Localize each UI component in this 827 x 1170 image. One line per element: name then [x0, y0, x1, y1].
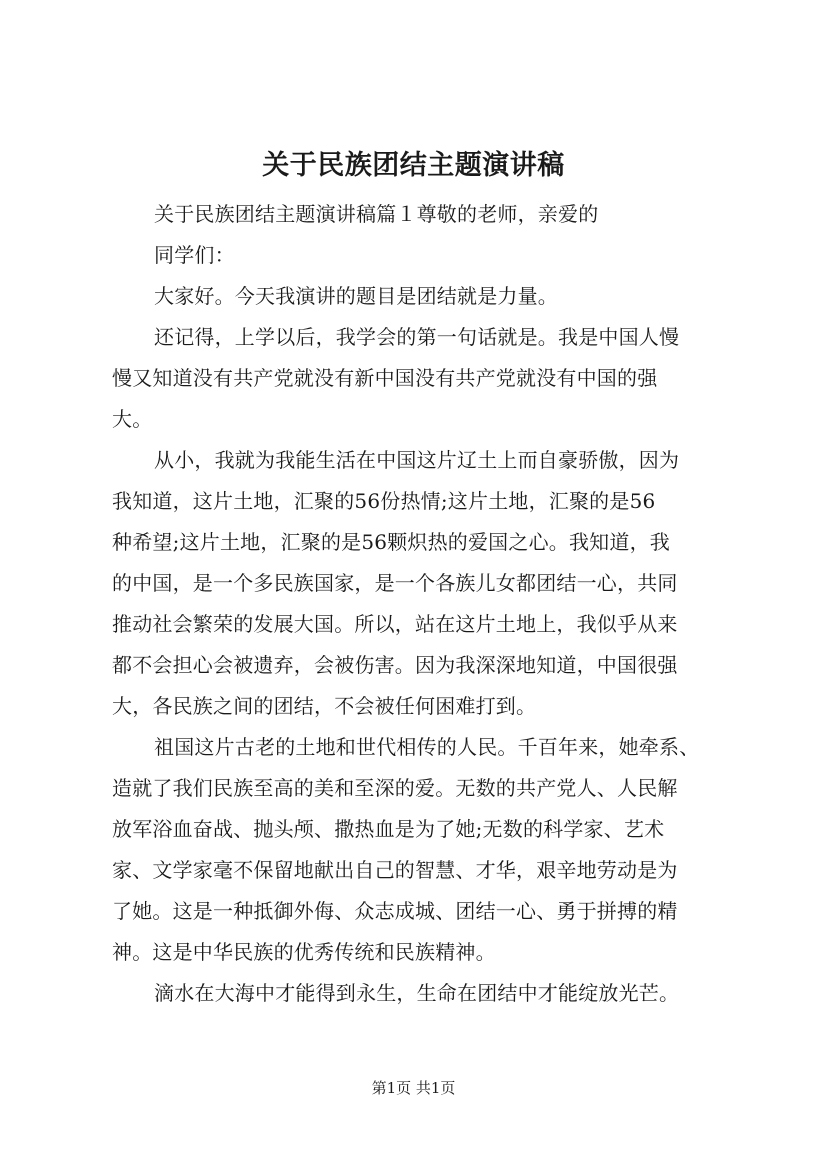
body-line: 家、文学家毫不保留地献出自己的智慧、才华，艰辛地劳动是为: [112, 858, 678, 882]
body-line: 放军浴血奋战、抛头颅、撒热血是为了她;无数的科学家、艺术: [112, 817, 665, 841]
body-line: 关于民族团结主题演讲稿篇１尊敬的老师，亲爱的: [154, 202, 599, 226]
body-line: 大。: [112, 407, 153, 431]
body-line: 祖国这片古老的土地和世代相传的人民。千百年来，她牵系、: [154, 735, 700, 759]
body-line: 还记得，上学以后，我学会的第一句话就是。我是中国人慢: [154, 325, 680, 349]
document-title: 关于民族团结主题演讲稿: [262, 150, 565, 181]
body-line: 的中国，是一个多民族国家，是一个各族儿女都团结一心，共同: [112, 571, 678, 595]
body-line: 了她。这是一种抵御外侮、众志成城、团结一心、勇于拼搏的精: [112, 899, 678, 923]
document-body: [112, 194, 734, 1014]
body-line: 滴水在大海中才能得到永生，生命在团结中才能绽放光芒。: [154, 981, 680, 1005]
body-line: 我知道，这片土地，汇聚的56份热情;这片土地，汇聚的是56: [112, 489, 656, 513]
body-line: 大，各民族之间的团结，不会被任何困难打到。: [112, 694, 537, 718]
body-line: 慢又知道没有共产党就没有新中国没有共产党就没有中国的强: [112, 366, 658, 390]
body-line: 都不会担心会被遗弃，会被伤害。因为我深深地知道，中国很强: [112, 653, 678, 677]
body-line: 种希望;这片土地，汇聚的是56颗炽热的爱国之心。我知道，我: [112, 530, 670, 554]
body-line: 推动社会繁荣的发展大国。所以，站在这片土地上，我似乎从来: [112, 612, 678, 636]
body-line: 从小，我就为我能生活在中国这片辽土上而自豪骄傲，因为: [154, 448, 680, 472]
body-line: 同学们：: [154, 243, 235, 267]
page-footer: 第1页 共1页: [371, 1079, 456, 1097]
body-line: 大家好。今天我演讲的题目是团结就是力量。: [154, 284, 558, 308]
body-line: 神。这是中华民族的优秀传统和民族精神。: [112, 940, 496, 964]
body-line: 造就了我们民族至高的美和至深的爱。无数的共产党人、人民解: [112, 776, 678, 800]
